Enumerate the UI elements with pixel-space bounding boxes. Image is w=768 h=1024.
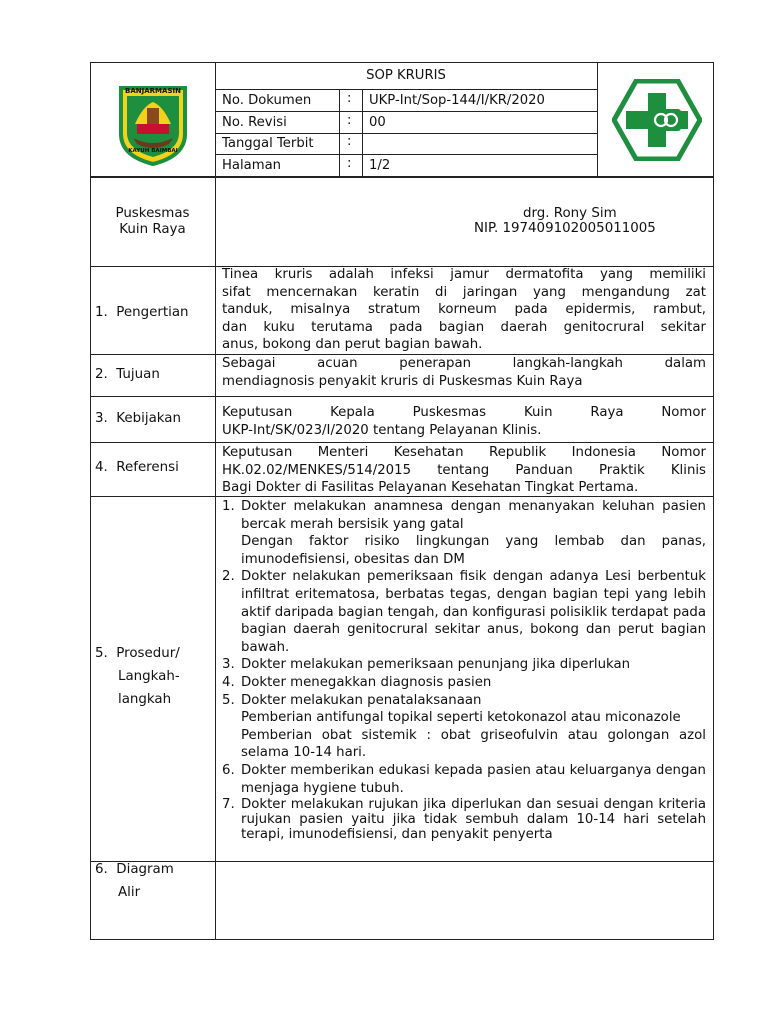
- tujuan-line: Sebagai acuan penerapan langkah-langkah dalam: [222, 356, 706, 371]
- procedure-step: [222, 568, 706, 656]
- referensi-line: HK.02.02/MENKES/514/2015 tentang Panduan Praktik Klinis: [222, 462, 706, 478]
- row-divider-2: [90, 396, 714, 397]
- section-label-prosedur: [95, 642, 180, 711]
- step-number: 2.: [222, 569, 235, 585]
- table-border-left: [90, 62, 91, 940]
- procedure-step: [222, 674, 706, 692]
- emblem-top-text: BANJARMASIN: [125, 87, 181, 95]
- pengertian-text: [222, 266, 706, 354]
- label-column-line: [215, 62, 216, 940]
- revision-value: 00: [369, 115, 386, 130]
- issue-date-sep: :: [347, 134, 352, 149]
- procedure-step: [222, 797, 706, 842]
- procedure-step: [222, 498, 706, 568]
- header-row-line-1: [215, 89, 597, 90]
- document-title: SOP KRURIS: [366, 68, 446, 83]
- header-sep-line-1: [339, 89, 340, 177]
- revision-sep: :: [347, 113, 352, 128]
- row-divider-5: [90, 861, 714, 862]
- institution-line-2: Kuin Raya: [119, 222, 186, 237]
- header-divider: [90, 176, 714, 178]
- step-number: 7.: [222, 797, 235, 813]
- referensi-line: Keputusan Menteri Kesehatan Republik Indonesia Nomor: [222, 445, 706, 460]
- doc-number-sep: :: [347, 91, 352, 106]
- procedure-step: [222, 762, 706, 797]
- step-subtext: Pemberian antifungal topikal seperti ketokonazol atau miconazole: [241, 710, 681, 726]
- pengertian-line: Tinea kruris adalah infeksi jamur dermatofita yang memiliki: [222, 267, 706, 282]
- section-label-tujuan: 2. Tujuan: [95, 367, 160, 382]
- row-divider-3: [90, 442, 714, 443]
- section-label-referensi: 4. Referensi: [95, 460, 179, 475]
- step-number: 6.: [222, 762, 235, 778]
- diagram-label-line-2: Alir: [118, 885, 141, 900]
- issue-date-label: Tanggal Terbit: [222, 136, 314, 151]
- city-emblem-logo: [113, 78, 193, 166]
- tujuan-text: [222, 355, 706, 390]
- doc-number-label: No. Dokumen: [222, 93, 312, 108]
- section-label-kebijakan: 3. Kebijakan: [95, 411, 181, 426]
- procedure-steps: [222, 498, 706, 842]
- prosedur-label-line-3: langkah: [118, 692, 172, 707]
- puskesmas-logo: [612, 79, 702, 161]
- section-label-diagram: [95, 858, 174, 904]
- step-text: Dokter memberikan edukasi kepada pasien atau keluarganya dengan menjaga hygiene tubuh.: [241, 762, 706, 796]
- pengertian-line: dan kuku terutama pada bagian daerah genitocrural sekitar: [222, 319, 706, 335]
- procedure-step: [222, 656, 706, 674]
- page-label: Halaman: [222, 158, 282, 173]
- page-value: 1/2: [369, 158, 391, 173]
- section-label-pengertian: 1. Pengertian: [95, 305, 189, 320]
- step-subtext: Dengan faktor risiko lingkungan yang lembab dan panas, imunodefisiensi, obesitas dan DM: [241, 534, 706, 567]
- step-number: 5.: [222, 692, 235, 708]
- header-right-column-line: [597, 62, 598, 177]
- step-text: Dokter melakukan anamnesa dengan menanyakan keluhan pasien bercak merah bersisik yang gatal: [241, 499, 706, 532]
- institution-name: [90, 206, 215, 238]
- step-text: Dokter nelakukan pemeriksaan fisik dengan adanya Lesi berbentuk infiltrat eritematosa, berbatas tegas, dengan bagian tepi yang lebih aktif daripada bagian tengah, dan konfigurasi polisiklik terdapat pada bagian daerah genitocrural sekitar anus, bokong dan perut bagian bawah.: [241, 569, 706, 655]
- step-subtext: Pemberian obat sistemik : obat griseofulvin atau golongan azol selama 10-14 hari.: [241, 727, 706, 761]
- referensi-line: Bagi Dokter di Fasilitas Pelayanan Kesehatan Tingkat Pertama.: [222, 480, 639, 496]
- step-text: Dokter melakukan rujukan jika diperlukan dan sesuai dengan kriteria rujukan pasien yaitu jika tidak sembuh dalam 10-14 hari setelah terapi, imunodefisiensi, dan penyakit penyerta: [241, 797, 706, 843]
- procedure-step: [222, 692, 706, 762]
- kebijakan-text: [222, 404, 706, 439]
- pengertian-line: tanduk, misalnya stratum korneum pada epidermis, rambut,: [222, 302, 706, 318]
- emblem-bottom-text: KAYUH BAIMBAI: [128, 148, 178, 154]
- header-row-line-2: [215, 111, 597, 112]
- pengertian-line: sifat mencernakan keratin di jaringan yang mengandung zat: [222, 284, 706, 300]
- header-row-line-4: [215, 154, 597, 155]
- step-text: Dokter melakukan penatalaksanaan: [241, 692, 482, 708]
- prosedur-label-line-2: Langkah-: [118, 669, 180, 684]
- table-border-top: [90, 62, 714, 63]
- diagram-label-line-1: 6. Diagram: [95, 862, 174, 877]
- table-border-bottom: [90, 939, 714, 940]
- step-text: Dokter melakukan pemeriksaan penunjang jika diperlukan: [241, 657, 631, 673]
- table-border-right: [713, 62, 714, 940]
- step-number: 1.: [222, 499, 235, 514]
- institution-line-1: Puskesmas: [115, 206, 190, 221]
- step-number: 4.: [222, 674, 235, 690]
- pengertian-line: anus, bokong dan perut bagian bawah.: [222, 337, 483, 353]
- referensi-text: [222, 444, 706, 497]
- page-sep: :: [347, 156, 352, 171]
- header-sep-line-2: [362, 89, 363, 177]
- signer-nip: NIP. 197409102005011005: [474, 221, 656, 236]
- step-number: 3.: [222, 657, 235, 673]
- prosedur-label-line-1: 5. Prosedur/: [95, 646, 180, 661]
- kebijakan-line: Keputusan Kepala Puskesmas Kuin Raya Nomor: [222, 405, 706, 420]
- revision-label: No. Revisi: [222, 115, 287, 130]
- doc-number-value: UKP-Int/Sop-144/I/KR/2020: [369, 93, 545, 108]
- tujuan-line: mendiagnosis penyakit kruris di Puskesmas Kuin Raya: [222, 373, 583, 389]
- signer-name: drg. Rony Sim: [523, 206, 617, 221]
- step-text: Dokter menegakkan diagnosis pasien: [241, 674, 492, 690]
- kebijakan-line: UKP-Int/SK/023/I/2020 tentang Pelayanan Klinis.: [222, 422, 542, 438]
